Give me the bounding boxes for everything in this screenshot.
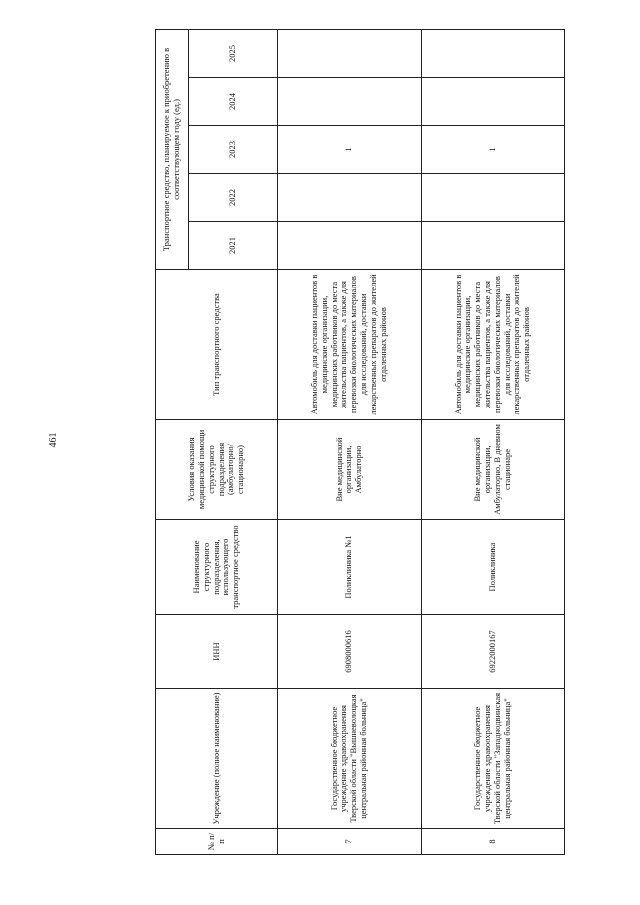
row-year-2021 (421, 222, 565, 270)
row-conditions: Вне медицинской организации, Амбулаторно, В дневном стационаре (421, 420, 565, 520)
row-year-2023: 1 (421, 126, 565, 174)
row-year-2023: 1 (278, 126, 422, 174)
table-row (421, 29, 565, 854)
row-division: Поликлиника (421, 520, 565, 615)
vehicle-plan-table (155, 29, 565, 855)
header-year-2025: 2025 (189, 29, 278, 77)
row-vehicle-type: Автомобиль для доставки пациентов в медицинские организации, медицинских работников до места жительства пациентов, а также для перевозки биологических материалов для исследований, доставки лекарственных препаратов до жителей отдаленных районов (278, 270, 422, 420)
header-institution: Учреждение (полное наименование) (156, 689, 278, 829)
row-year-2022 (421, 174, 565, 222)
rotated-table-wrapper (155, 30, 565, 855)
row-year-2022 (278, 174, 422, 222)
row-inn: 6922000167 (421, 615, 565, 689)
row-year-2021 (278, 222, 422, 270)
header-row-1 (156, 29, 189, 854)
row-num: 7 (278, 829, 422, 855)
rotated-table-inner (155, 30, 565, 855)
header-conditions: Условия оказания медицинской помощи структурного подразделения (амбулаторно/стационарно) (156, 420, 278, 520)
row-year-2024 (421, 78, 565, 126)
header-division: Наименование структурного подразделения, использующего транспортное средство (156, 520, 278, 615)
row-inn: 6908000616 (278, 615, 422, 689)
header-year-2021: 2021 (189, 222, 278, 270)
row-vehicle-type: Автомобиль для доставки пациентов в медицинские организации, медицинских работников до места жительства пациентов, а также для перевозки биологических материалов для исследований, доставки лекарственных препаратов до жителей отдаленных районов (421, 270, 565, 420)
header-planned-group: Транспортное средство, планируемое к приобретению в соответствующем году (ед.) (156, 29, 189, 269)
row-num: 8 (421, 829, 565, 855)
header-num: № п/п (156, 829, 278, 855)
page-number: 461 (48, 432, 59, 448)
row-institution: Государственное бюджетное учреждение здравоохранения Тверской области "Вышневолоцкая центральная районная больница" (278, 689, 422, 829)
row-year-2024 (278, 78, 422, 126)
header-year-2023: 2023 (189, 126, 278, 174)
row-conditions: Вне медицинской организации, Амбулаторно (278, 420, 422, 520)
header-year-2022: 2022 (189, 174, 278, 222)
header-year-2024: 2024 (189, 78, 278, 126)
header-vehicle-type: Тип транспортного средства (156, 270, 278, 420)
header-inn: ИНН (156, 615, 278, 689)
row-institution: Государственное бюджетное учреждение здравоохранения Тверской области "Западнодвинская центральная районная больница" (421, 689, 565, 829)
row-division: Поликлиника №1 (278, 520, 422, 615)
row-year-2025 (421, 29, 565, 77)
table-row (278, 29, 422, 854)
row-year-2025 (278, 29, 422, 77)
